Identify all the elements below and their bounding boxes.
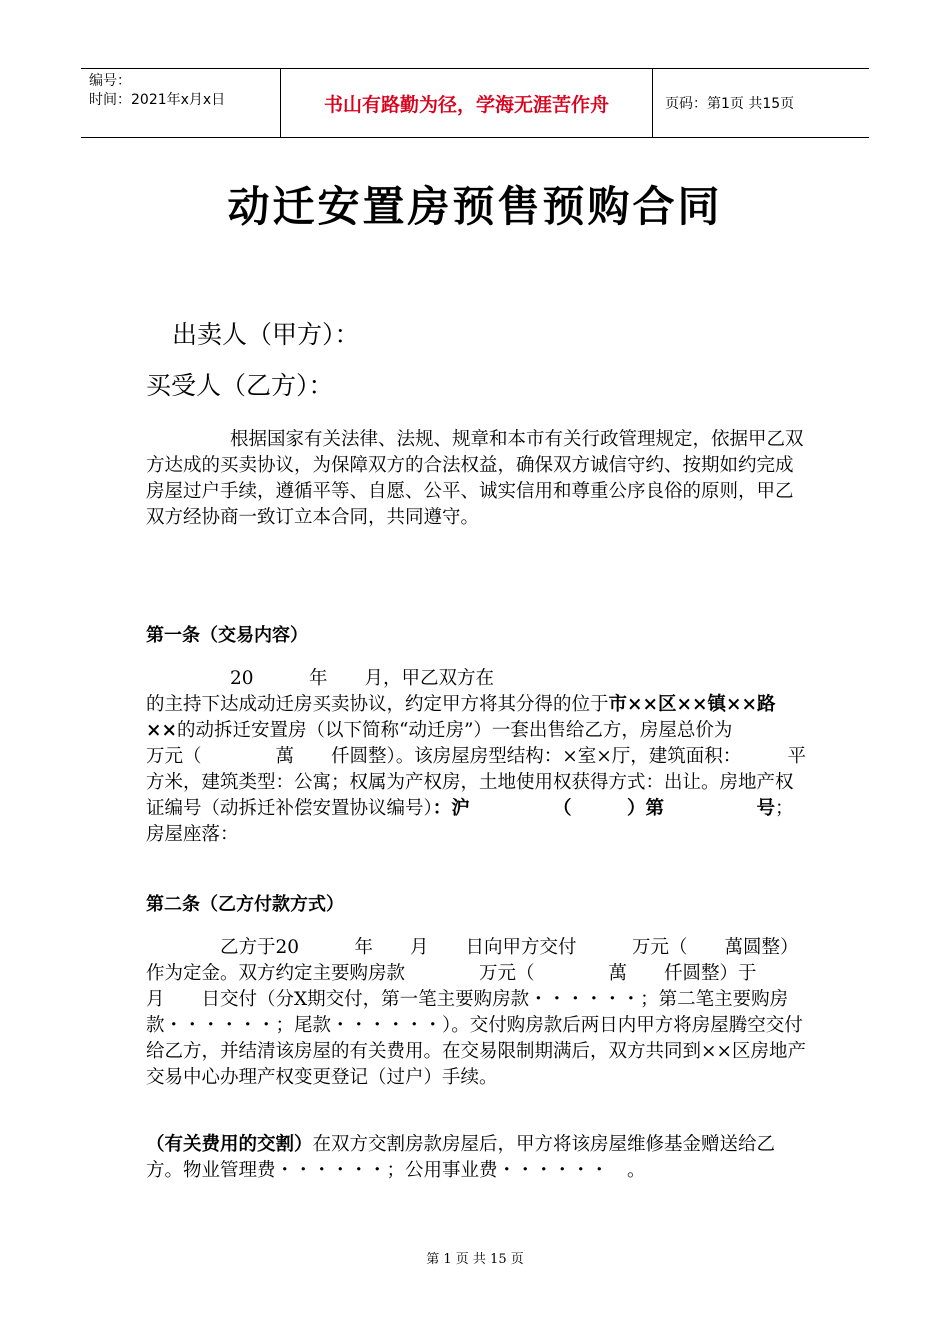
article2-heading: 第二条（乙方付款方式）	[146, 894, 344, 915]
article1-cert-number: ：沪 （ ）第 号	[432, 798, 776, 819]
article2-text: 乙方于20 年 月 日向甲方交付 万元（ 萬圆整）作为定金。双方约定主要购房款 万元（ 萬 仟圆整）于 月 日交付（分X期交付，第一笔主要购房款・・・・・・；第二笔主要购房款・・・・・・；尾款・・・・・・）。交付购房款后两日内甲方将房屋腾空交付给乙方，并结清该房屋的有关费用。在交易限制期满后，双方共同到××区房地产交易中心办理产权变更登记（过户）手续。	[146, 937, 807, 1088]
article1-location: 市××区××镇××路××	[146, 694, 776, 741]
article1-line1: 20 年 月，甲乙双方在	[230, 668, 495, 689]
document-title: 动迁安置房预售预购合同	[227, 182, 723, 231]
fees-text: 在双方交割房款房屋后，甲方将该房屋维修基金赠送给乙方。物业管理费・・・・・・；公用事业费・・・・・・ 。	[146, 1134, 776, 1181]
header-table	[81, 68, 869, 138]
article1-part-b: 的动拆迁安置房（以下简称“动迁房”）一套出售给乙方，房屋总价为 万元（ 萬 仟圆整）。该房屋房型结构：×室×厅，建筑面积： 平方米，建筑类型：公寓；权属为产权房，土地使用权获得方式：出让。房地产权证编号（动拆迁补偿安置协议编号）	[146, 720, 807, 819]
seller-line: 出卖人（甲方）：	[172, 320, 360, 349]
article1-heading: 第一条（交易内容）	[146, 625, 308, 646]
fees-paragraph	[146, 1132, 806, 1184]
article1-part-a: 的主持下达成动迁房买卖协议，约定甲方将其分得的位于	[146, 694, 609, 715]
preamble-paragraph	[146, 427, 806, 531]
article1-part-c: ；房屋座落：	[146, 798, 794, 845]
article2-body	[146, 935, 806, 1091]
time-label: 时间：2021年x月x日	[89, 92, 226, 108]
page-footer: 第 1 页 共 15 页	[426, 1252, 524, 1267]
header-motto: 书山有路勤为径，学海无涯苦作舟	[281, 69, 653, 137]
number-label: 编号：	[89, 73, 131, 89]
header-meta-cell	[81, 69, 281, 137]
article1-body	[146, 666, 806, 848]
header-page-info: 页码：第1页 共15页	[665, 96, 795, 112]
preamble-text: 根据国家有关法律、法规、规章和本市有关行政管理规定，依据甲乙双方达成的买卖协议，为保障双方的合法权益，确保双方诚信守约、按期如约完成房屋过户手续，遵循平等、自愿、公平、诚实信用和尊重公序良俗的原则，甲乙双方经协商一致订立本合同，共同遵守。	[146, 429, 804, 528]
buyer-line: 买受人（乙方）：	[146, 371, 334, 400]
fees-heading: （有关费用的交割）	[146, 1134, 313, 1155]
